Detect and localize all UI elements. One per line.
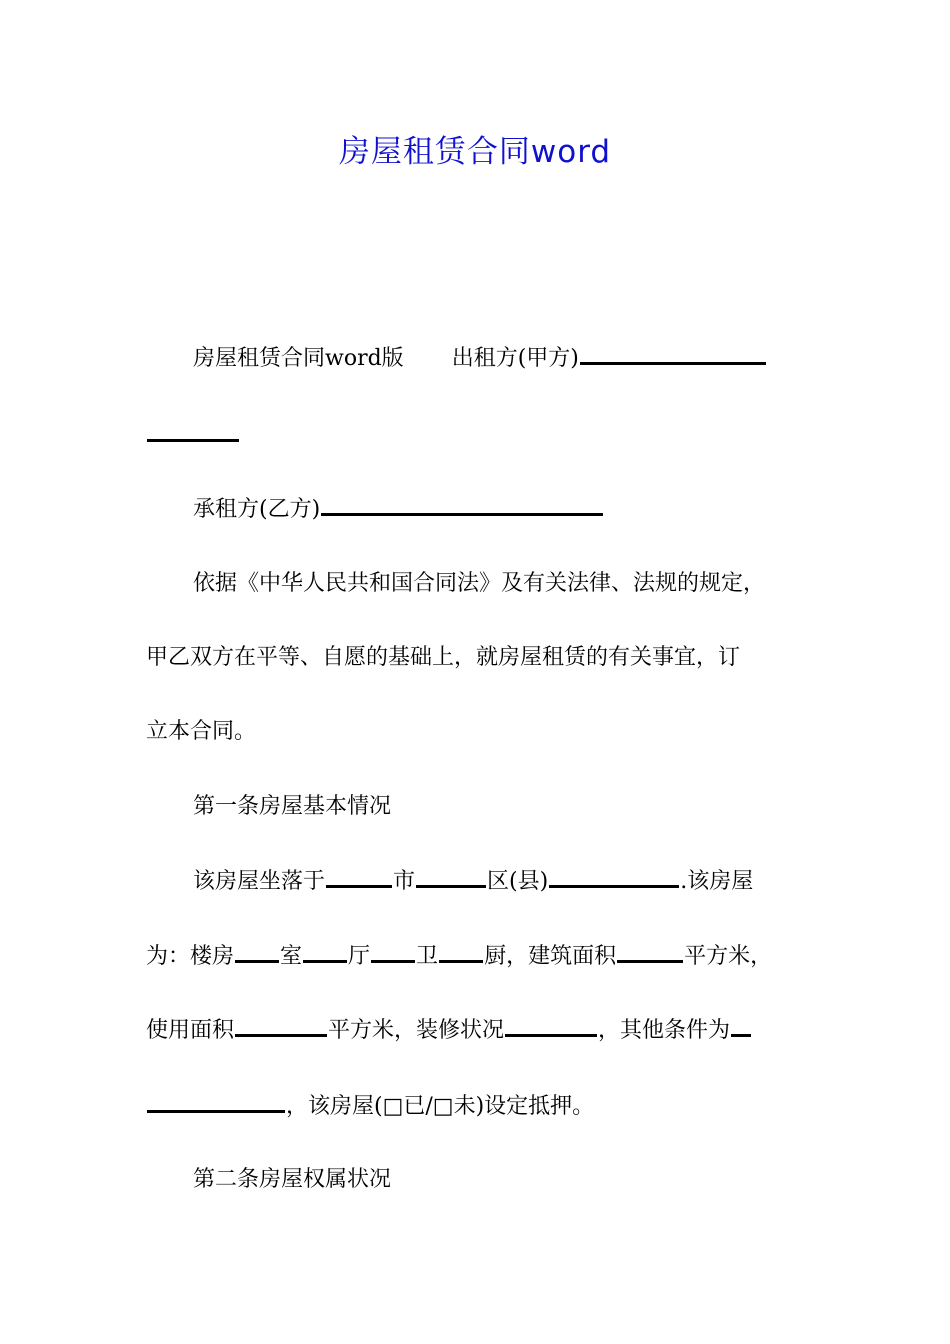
preamble-line2: 甲乙双方在平等、自愿的基础上，就房屋租赁的有关事宜，订 (146, 645, 741, 670)
paragraph-parties-line2 (146, 420, 826, 452)
document-title: 房屋租赁合同word (338, 134, 612, 170)
article-1-line4: ，该房屋(□已/□未)设定抵押。 (146, 1091, 826, 1123)
usable-area-blank (235, 1016, 327, 1037)
address-blank (549, 867, 679, 888)
lessee-blank (321, 495, 603, 516)
bath-blank (371, 942, 415, 963)
lessor-label: 出租方(甲方) (451, 346, 579, 371)
other-conditions-blank-continued (147, 1092, 285, 1113)
lessee-label: 承租方(乙方) (193, 497, 321, 522)
article-1-line3: 使用面积 平方米，装修状况 ，其他条件为 (146, 1015, 826, 1047)
kitchen-blank (439, 942, 483, 963)
district-blank (416, 867, 486, 888)
doc-lead-text: 房屋租赁合同word版 (193, 346, 404, 371)
article-1-line2: 为：楼房 室 厅 卫 厨，建筑面积 平方米， (146, 944, 773, 969)
article-1-heading: 第一条房屋基本情况 (193, 794, 392, 819)
article-2-heading: 第二条房屋权属状况 (193, 1167, 392, 1192)
city-blank (326, 867, 392, 888)
lessor-blank-continued (147, 421, 239, 442)
preamble-line1: 依据《中华人民共和国合同法》及有关法律、法规的规定， (193, 571, 766, 596)
hall-blank (303, 942, 347, 963)
paragraph-lessee (193, 494, 873, 526)
other-conditions-blank (731, 1016, 751, 1037)
article-1-line1: 该房屋坐落于 市 区(县) .该房屋 (193, 869, 754, 894)
decoration-blank (505, 1016, 597, 1037)
paragraph-parties-line1 (193, 343, 873, 375)
preamble-line3: 立本合同。 (146, 719, 257, 744)
room-blank (235, 942, 279, 963)
building-area-blank (617, 942, 683, 963)
lessor-blank (580, 344, 766, 365)
